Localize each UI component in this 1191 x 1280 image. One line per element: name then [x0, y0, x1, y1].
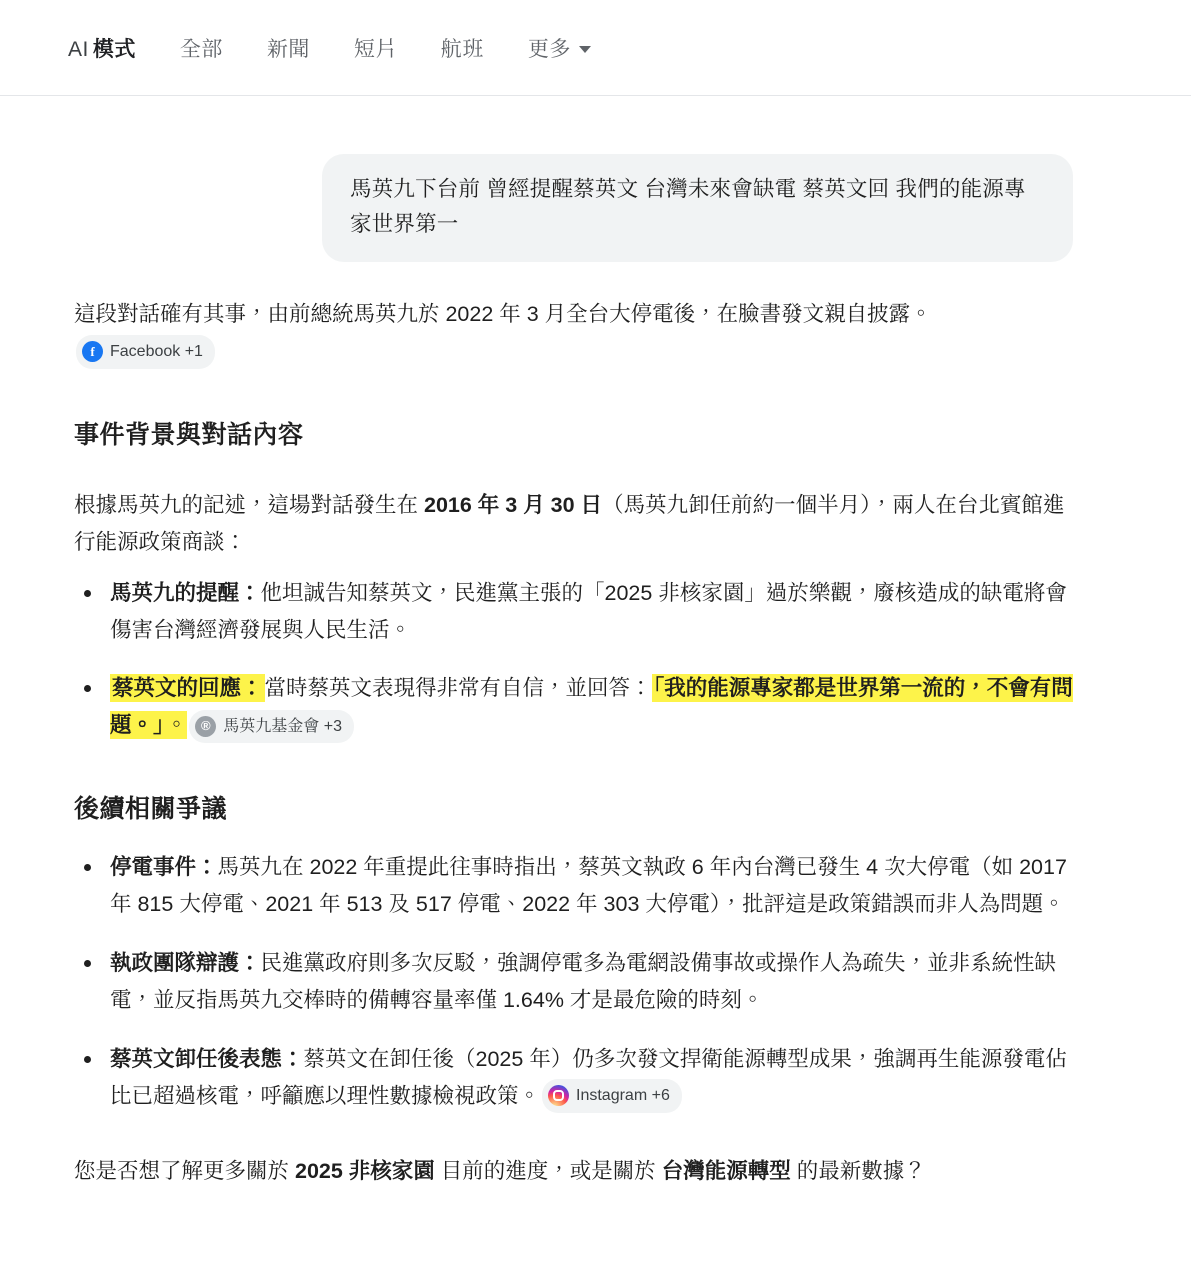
bullet-text: 蔡英文在卸任後（2025 年）仍多次發文捍衛能源轉型成果，強調再生能源發電佔比已超過核電，呼籲應以理性數據檢視政策。 — [110, 1047, 1067, 1109]
chevron-down-icon — [579, 46, 591, 53]
bullet-term: 馬英九的提醒： — [110, 580, 261, 605]
tab-news[interactable]: 新聞 — [266, 37, 310, 61]
tab-more[interactable] — [528, 27, 613, 69]
tab-more-label: 更多 — [527, 37, 571, 61]
tab-ai-mode-label: 模式 — [92, 37, 136, 61]
source-chip-facebook-label: Facebook +1 — [110, 343, 203, 361]
followup-topic-2: 台灣能源轉型 — [661, 1159, 791, 1184]
bullet-text: 馬英九在 2022 年重提此往事時指出，蔡英文執政 6 年內台灣已發生 4 次大停電（如 2017 年 815 大停電、2021 年 513 及 517 停電、2022 年 303 大停電），批評這是政策錯誤而非人為問題。 — [110, 855, 1067, 917]
bullet-text: 民進黨政府則多次反駁，強調停電多為電網設備事故或操作人為疏失，並非系統性缺電，並反指馬英九交棒時的備轉容量率僅 1.64% 才是最危險的時刻。 — [110, 951, 1057, 1013]
bullet-term: 停電事件： — [110, 855, 218, 880]
section-title-background: 事件背景與對話內容 — [74, 420, 304, 449]
source-chip-ma-foundation-label: 馬英九基金會 +3 — [223, 717, 342, 735]
followup-text-b: 目前的進度，或是關於 — [434, 1159, 662, 1184]
list-item — [74, 1041, 1073, 1115]
bullet-term-highlighted: 蔡英文的回應： — [112, 676, 263, 701]
section-title-controversy: 後續相關爭議 — [74, 795, 228, 824]
followup-text-a: 您是否想了解更多關於 — [74, 1159, 295, 1184]
organization-icon: ® — [195, 716, 216, 737]
list-item — [74, 575, 1073, 649]
bullet-text: 當時蔡英文表現得非常有自信，並回答： — [264, 676, 652, 701]
followup-topic-1: 2025 非核家園 — [294, 1159, 435, 1184]
facebook-icon: f — [82, 341, 103, 362]
section-background-lead — [74, 487, 1073, 561]
tab-flights[interactable]: 航班 — [440, 37, 484, 61]
ai-answer-panel — [0, 154, 1191, 1190]
followup-text-c: 的最新數據？ — [790, 1159, 926, 1184]
bullet-quote-highlighted: 「我的能源專家都是世界第一流的，不會有問題。」 — [110, 676, 1073, 738]
source-chip-ma-foundation[interactable] — [189, 710, 354, 744]
source-chip-facebook[interactable] — [76, 335, 215, 369]
tab-ai-mode[interactable] — [68, 27, 158, 69]
answer-intro-text: 這段對話確有其事，由前總統馬英九於 2022 年 3 月全台大停電後，在臉書發文親自披露。 — [74, 301, 932, 326]
lead-text-a: 根據馬英九的記述，這場對話發生在 — [74, 492, 424, 517]
search-tabs-bar — [0, 0, 1191, 96]
background-bullet-list — [74, 575, 1073, 745]
answer-intro — [74, 296, 1073, 370]
list-item — [74, 670, 1073, 744]
tab-all[interactable]: 全部 — [179, 37, 223, 61]
list-item — [74, 945, 1073, 1019]
user-query-bubble: 馬英九下台前 曾經提醒蔡英文 台灣未來會缺電 蔡英文回 我們的能源專家世界第一 — [322, 154, 1073, 262]
followup-suggestion — [74, 1153, 1073, 1190]
bullet-text: 他坦誠告知蔡英文，民進黨主張的「2025 非核家園」過於樂觀，廢核造成的缺電將會傷害台灣經濟發展與人民生活。 — [110, 580, 1067, 642]
source-chip-instagram[interactable] — [542, 1079, 682, 1113]
controversy-bullet-list — [74, 849, 1073, 1115]
lead-date: 2016 年 3 月 30 日 — [423, 492, 603, 517]
tab-shorts[interactable]: 短片 — [353, 37, 397, 61]
bullet-term: 執政團隊辯護： — [110, 951, 261, 976]
list-item — [74, 849, 1073, 923]
instagram-icon — [548, 1085, 569, 1106]
source-chip-instagram-label: Instagram +6 — [576, 1087, 670, 1104]
bullet-term: 蔡英文卸任後表態： — [110, 1047, 304, 1072]
lead-text-b: （馬英九卸任前約一個半月），兩人在台北賓館進行能源政策商談： — [74, 492, 1065, 554]
bullet-text-tail: 。 — [165, 713, 188, 738]
tab-ai-mode-prefix: AI — [68, 37, 89, 61]
